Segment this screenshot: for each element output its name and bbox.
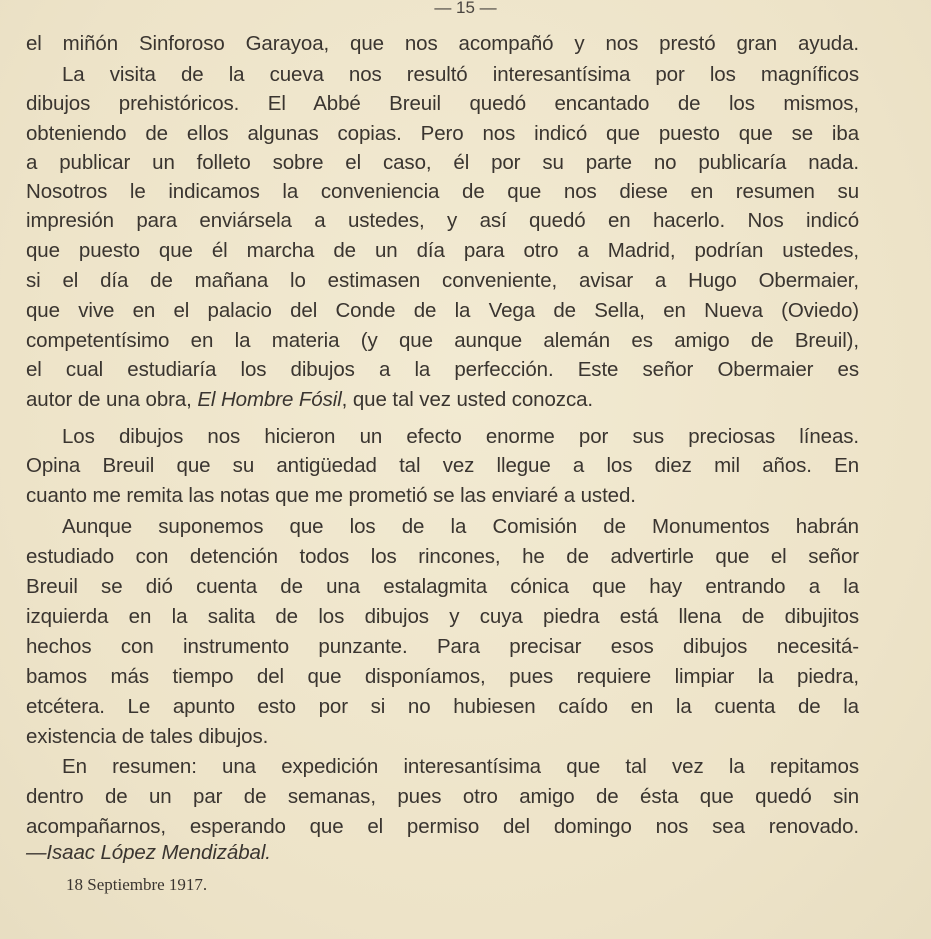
text-line xyxy=(62,754,859,780)
text-line xyxy=(26,298,859,324)
line-text: , que tal vez usted conozca. xyxy=(341,388,593,411)
text-line xyxy=(26,268,859,294)
book-title: El Hombre Fósil xyxy=(197,388,342,411)
text-line xyxy=(26,814,859,840)
text-line xyxy=(26,453,859,479)
line-text: cuanto me remita las notas que me prometió se las enviaré a usted. xyxy=(26,484,636,507)
line-text: impresión para enviársela a ustedes, y así quedó en hacerlo. Nos indicó xyxy=(26,209,859,232)
line-text: el miñón Sinforoso Garayoa, que nos acompañó y nos prestó gran ayuda. xyxy=(26,32,859,55)
line-text: hechos con instrumento punzante. Para precisar esos dibujos necesitá- xyxy=(26,635,859,658)
text-line xyxy=(26,387,859,413)
line-text: bamos más tiempo del que disponíamos, pues requiere limpiar la piedra, xyxy=(26,665,859,688)
text-line xyxy=(62,424,859,450)
line-text: Breuil se dió cuenta de una estalagmita cónica que hay entrando a la xyxy=(26,575,859,598)
text-line xyxy=(26,121,859,147)
text-line xyxy=(26,724,859,750)
line-text: etcétera. Le apunto esto por si no hubiesen caído en la cuenta de la xyxy=(26,695,859,718)
text-line xyxy=(26,604,859,630)
text-line xyxy=(26,357,859,383)
text-line xyxy=(26,328,859,354)
signature: —Isaac López Mendizábal. xyxy=(26,841,271,864)
page-number: — 15 — xyxy=(434,0,497,17)
text-line xyxy=(26,208,859,234)
letter-date: 18 Septiembre 1917. xyxy=(66,875,208,894)
line-text: si el día de mañana lo estimasen conveniente, avisar a Hugo Obermaier, xyxy=(26,269,859,292)
line-text: que puesto que él marcha de un día para otro a Madrid, podrían ustedes, xyxy=(26,239,859,262)
text-line xyxy=(62,514,859,540)
line-text: dentro de un par de semanas, pues otro amigo de ésta que quedó sin xyxy=(26,785,859,808)
text-line xyxy=(26,574,859,600)
text-line xyxy=(26,634,859,660)
line-text: La visita de la cueva nos resultó interesantísima por los magníficos xyxy=(62,63,859,86)
line-text: izquierda en la salita de los dibujos y cuya piedra está llena de dibujitos xyxy=(26,605,859,628)
text-line xyxy=(26,238,859,264)
line-text: dibujos prehistóricos. El Abbé Breuil quedó encantado de los mismos, xyxy=(26,92,859,115)
line-text: obteniendo de ellos algunas copias. Pero nos indicó que puesto que se iba xyxy=(26,122,859,145)
text-line xyxy=(26,483,859,509)
line-text: competentísimo en la materia (y que aunque alemán es amigo de Breuil), xyxy=(26,329,859,352)
line-text: Opina Breuil que su antigüedad tal vez llegue a los diez mil años. En xyxy=(26,454,859,477)
line-text: que vive en el palacio del Conde de la Vega de Sella, en Nueva (Oviedo) xyxy=(26,299,859,322)
line-text: En resumen: una expedición interesantísima que tal vez la repitamos xyxy=(62,755,859,778)
line-text: acompañarnos, esperando que el permiso del domingo nos sea renovado. xyxy=(26,815,859,838)
line-text: estudiado con detención todos los rincones, he de advertirle que el señor xyxy=(26,545,859,568)
text-line xyxy=(62,62,859,88)
line-text: Aunque suponemos que los de la Comisión de Monumentos habrán xyxy=(62,515,859,538)
text-line xyxy=(26,664,859,690)
text-line xyxy=(26,150,859,176)
line-text: existencia de tales dibujos. xyxy=(26,725,269,748)
line-text: a publicar un folleto sobre el caso, él por su parte no publicaría nada. xyxy=(26,151,859,174)
text-line xyxy=(26,694,859,720)
line-text: el cual estudiaría los dibujos a la perfección. Este señor Obermaier es xyxy=(26,358,859,381)
text-line xyxy=(26,31,859,57)
line-text: Los dibujos nos hicieron un efecto enorme por sus preciosas líneas. xyxy=(62,425,859,448)
text-line xyxy=(26,784,859,810)
line-text: Nosotros le indicamos la conveniencia de que nos diese en resumen su xyxy=(26,180,859,203)
text-line xyxy=(26,179,859,205)
text-line xyxy=(26,91,859,117)
signature-line xyxy=(26,840,859,866)
text-line xyxy=(26,544,859,570)
line-text: autor de una obra, xyxy=(26,388,198,411)
